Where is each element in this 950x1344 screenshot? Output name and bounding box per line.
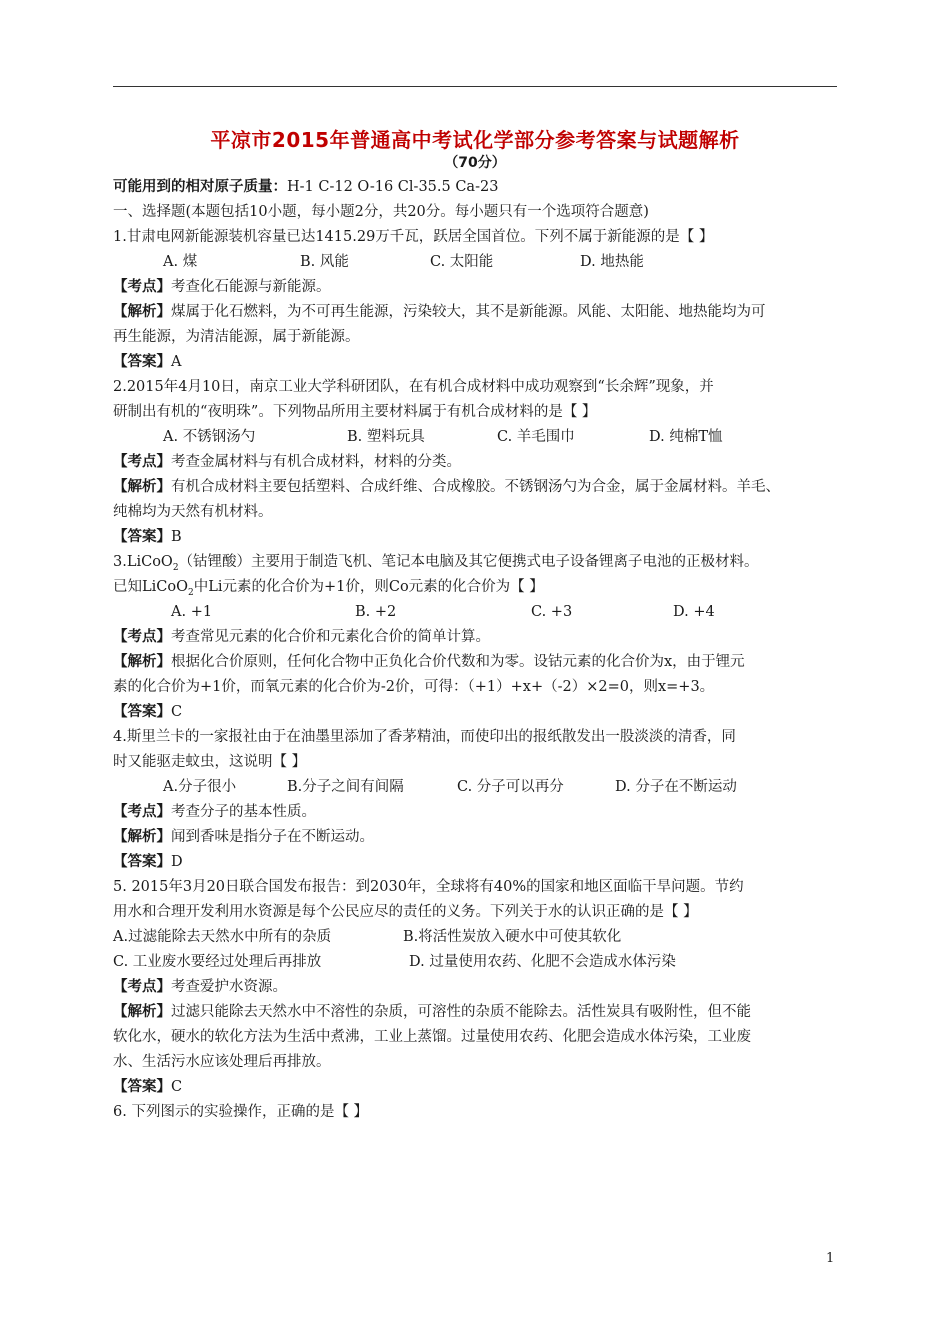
q4-options [113, 775, 843, 800]
document-body [113, 175, 843, 1125]
q5-options-ab [113, 925, 843, 950]
q2-option-d: D. 纯棉T恤 [649, 429, 723, 445]
q5-stem: 5. 2015年3月20日联合国发布报告：到2030年，全球将有40%的国家和地区面临干旱问题。节约 [113, 879, 744, 895]
q5-answer: 【答案】C [113, 1079, 183, 1095]
q5-stem-cont: 用水和合理开发利用水资源是每个公民应尽的责任的义务。下列关于水的认识正确的是【 】 [113, 904, 698, 920]
header-rule [113, 86, 837, 87]
q2-stem-cont: 研制出有机的“夜明珠”。下列物品所用主要材料属于有机合成材料的是【 】 [113, 404, 597, 420]
q1-option-c: C. 太阳能 [430, 254, 494, 270]
q1-option-b: B. 风能 [300, 254, 349, 270]
q4-stem-cont: 时又能驱走蚊虫，这说明【 】 [113, 754, 307, 770]
q4-option-c: C. 分子可以再分 [457, 779, 564, 795]
q3-stem-cont: 已知LiCoO$_2$中Li元素的化合价为+1价，则Co元素的化合价为【 】 [113, 579, 544, 598]
q1-jiexi: 【解析】煤属于化石燃料，为不可再生能源，污染较大，其不是新能源。风能、太阳能、地热能均为可 [113, 304, 766, 320]
q5-options-cd [113, 950, 843, 975]
q3-answer: 【答案】C [113, 704, 183, 720]
q5-option-c: C. 工业废水要经过处理后再排放 [113, 954, 322, 970]
q6-stem: 6. 下列图示的实验操作，正确的是【 】 [113, 1104, 369, 1120]
q2-option-a: A. 不锈钢汤勺 [163, 429, 256, 445]
q1-kaodian: 【考点】考查化石能源与新能源。 [113, 279, 331, 295]
q1-stem: 1.甘肃电网新能源装机容量已达1415.29万千瓦，跃居全国首位。下列不属于新能源的是【 】 [113, 229, 714, 245]
q2-jiexi: 【解析】有机合成材料主要包括塑料、合成纤维、合成橡胶。不锈钢汤勺为合金，属于金属材料。羊毛、 [113, 479, 780, 495]
q1-options [113, 250, 843, 275]
q3-kaodian: 【考点】考查常见元素的化合价和元素化合价的简单计算。 [113, 629, 490, 645]
q5-option-b: B.将活性炭放入硬水中可使其软化 [403, 929, 622, 945]
q3-stem: 3.LiCoO$_2$（钴锂酸）主要用于制造飞机、笔记本电脑及其它便携式电子设备锂离子电池的正极材料。 [113, 554, 759, 573]
q4-answer: 【答案】D [113, 854, 183, 870]
q2-option-c: C. 羊毛围巾 [497, 429, 575, 445]
q2-options [113, 425, 843, 450]
q5-jiexi-cont2: 水、生活污水应该处理后再排放。 [113, 1054, 331, 1070]
q1-answer: 【答案】A [113, 354, 182, 370]
q2-answer: 【答案】B [113, 529, 182, 545]
q5-kaodian: 【考点】考查爱护水资源。 [113, 979, 287, 995]
q1-jiexi-cont: 再生能源，为清洁能源，属于新能源。 [113, 329, 360, 345]
q2-jiexi-cont: 纯棉均为天然有机材料。 [113, 504, 273, 520]
atomic-mass-values: H-1 C-12 O-16 Cl-35.5 Ca-23 [287, 179, 499, 195]
q4-option-b: B.分子之间有间隔 [287, 779, 404, 795]
section-heading: 一、选择题(本题包括10小题，每小题2分，共20分。每小题只有一个选项符合题意) [113, 204, 649, 220]
q5-jiexi-cont: 软化水，硬水的软化方法为生活中煮沸，工业上蒸馏。过量使用农药、化肥会造成水体污染，工业废 [113, 1029, 751, 1045]
q2-stem: 2.2015年4月10日，南京工业大学科研团队，在有机合成材料中成功观察到“长余辉”现象，并 [113, 379, 714, 395]
q2-kaodian: 【考点】考查金属材料与有机合成材料，材料的分类。 [113, 454, 461, 470]
q4-option-a: A.分子很小 [163, 779, 237, 795]
q3-jiexi-cont: 素的化合价为+1价，而氧元素的化合价为-2价，可得：（+1）+x+（-2）×2=0，则x=+3。 [113, 679, 715, 695]
q4-kaodian: 【考点】考查分子的基本性质。 [113, 804, 316, 820]
q3-option-c: C. +3 [531, 604, 573, 620]
q3-jiexi: 【解析】根据化合价原则，任何化合物中正负化合价代数和为零。设钴元素的化合价为x，由于锂元 [113, 654, 745, 670]
atomic-mass-line [113, 175, 843, 200]
document-title: 平凉市2015年普通高中考试化学部分参考答案与试题解析 [210, 128, 740, 152]
document-subtitle: （70分） [444, 155, 506, 171]
q4-option-d: D. 分子在不断运动 [615, 779, 737, 795]
q1-option-d: D. 地热能 [580, 254, 644, 270]
page-number: 1 [826, 1251, 835, 1266]
q5-option-a: A.过滤能除去天然水中所有的杂质 [113, 929, 332, 945]
q1-option-a: A. 煤 [163, 254, 198, 270]
q3-option-d: D. +4 [673, 604, 715, 620]
atomic-mass-label: 可能用到的相对原子质量： [113, 179, 287, 195]
q5-option-d: D. 过量使用农药、化肥不会造成水体污染 [409, 954, 676, 970]
q2-option-b: B. 塑料玩具 [347, 429, 425, 445]
q3-option-a: A. +1 [171, 604, 213, 620]
q5-jiexi: 【解析】过滤只能除去天然水中不溶性的杂质，可溶性的杂质不能除去。活性炭具有吸附性，但不能 [113, 1004, 751, 1020]
q4-jiexi: 【解析】闻到香味是指分子在不断运动。 [113, 829, 374, 845]
q3-option-b: B. +2 [355, 604, 397, 620]
q3-options [113, 600, 843, 625]
q4-stem: 4.斯里兰卡的一家报社由于在油墨里添加了香茅精油，而使印出的报纸散发出一股淡淡的清香，同 [113, 729, 736, 745]
